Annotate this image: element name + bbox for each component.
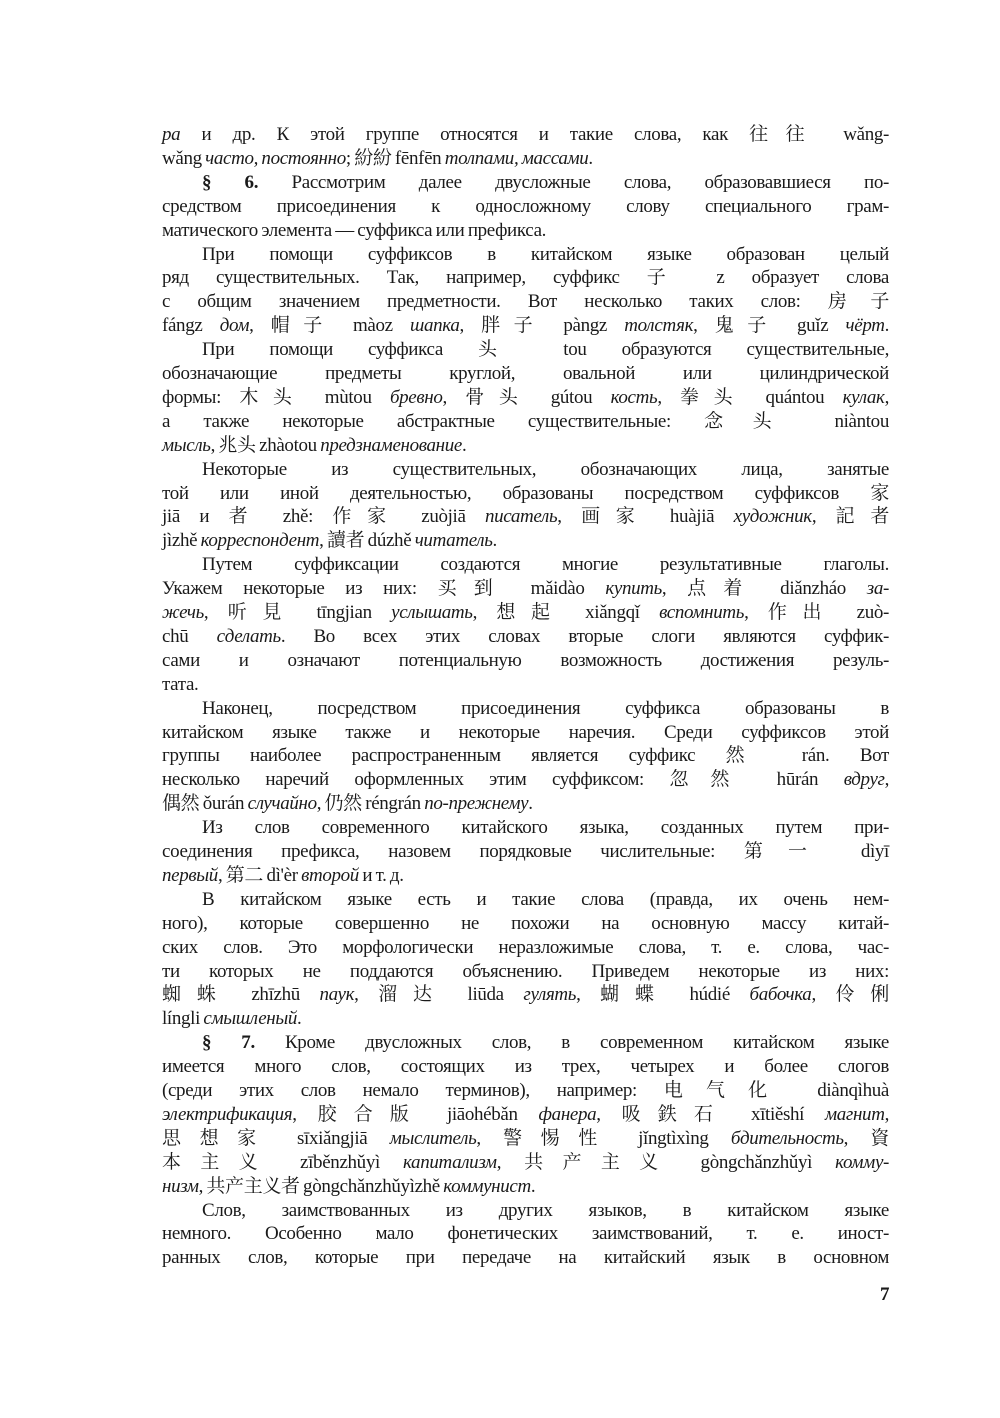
text-run: Рассмотрим далее двусложные слова, образовавшиеся по- — [258, 171, 889, 193]
text-run: . — [884, 315, 889, 337]
text-run: ти которых не поддаются объяснению. Приведем некоторые из них: — [162, 960, 889, 982]
italic-term: мысль — [162, 434, 211, 456]
italic-term: бдительность — [730, 1127, 844, 1149]
text-run: (среди этих слов немало терминов), например: 电气化 diànqìhuà — [162, 1080, 889, 1101]
text-run: . — [297, 1008, 302, 1030]
text-run: , 听見 tīngjian — [203, 602, 392, 623]
text-run: , 共产主义者 gòngchǎnzhǔyìzhě — [198, 1175, 444, 1197]
text-line — [202, 816, 889, 840]
italic-term: ра — [162, 124, 181, 145]
text-run: сами и означают потенциальную возможность достижения резуль- — [162, 649, 889, 671]
text-line — [162, 482, 889, 506]
italic-term: корреспондент — [200, 530, 320, 552]
text-run: , 資 — [843, 1127, 889, 1149]
text-run: ранных слов, которые при передаче на китайский язык в основном — [162, 1247, 889, 1269]
text-run: 本主义 zīběnzhǔyì — [162, 1151, 403, 1173]
text-line — [202, 338, 889, 362]
italic-term: бревно — [389, 386, 443, 408]
text-run: , 仍然 réngrán — [316, 793, 425, 815]
text-run: обозначающие предметы круглой, овальной или цилиндрической — [162, 363, 889, 384]
italic-term: коммунист — [443, 1175, 531, 1197]
italic-term: магнит — [824, 1103, 885, 1125]
text-run: а также некоторые абстрактные существительные: 念头 niàntou — [162, 410, 889, 432]
text-run: тата. — [162, 673, 199, 695]
text-run: . Во всех этих словах вторые слоги являются суффик- — [280, 625, 889, 647]
text-line — [162, 529, 889, 553]
text-line — [162, 1175, 889, 1199]
text-line — [202, 171, 889, 195]
text-run: wǎng — [162, 147, 206, 169]
text-line — [162, 266, 889, 290]
text-line — [162, 123, 889, 147]
text-run: fángz — [162, 315, 220, 337]
text-run: . — [530, 1175, 536, 1197]
text-line — [162, 1007, 889, 1031]
text-line — [162, 314, 889, 338]
text-run: средством присоединения к односложному слову специального грам- — [162, 195, 889, 217]
text-run: с общим значением предметности. Вот несколько таких слов: 房子 — [162, 291, 889, 313]
italic-term: фанера — [538, 1103, 597, 1125]
text-run: , 点着 diǎnzháo — [661, 578, 867, 600]
italic-term: дом — [219, 315, 250, 337]
text-line — [162, 625, 889, 649]
section-mark: § 7. — [202, 1032, 255, 1054]
text-line — [162, 744, 889, 768]
text-run: , 想起 xiǎngqǐ — [472, 602, 660, 623]
italic-term: шапка — [409, 315, 460, 337]
text-run: Укажем некоторые из них: 买到 mǎidào — [162, 578, 606, 600]
text-run: Некоторые из существительных, обозначающих лица, занятые — [202, 458, 889, 480]
italic-term: паук — [319, 984, 355, 1006]
text-line — [162, 505, 889, 529]
text-run: , 記者 — [811, 506, 889, 528]
italic-term: сделать — [216, 625, 281, 647]
italic-term: бабочка — [749, 984, 812, 1006]
italic-term: смышленый — [203, 1008, 298, 1030]
text-line — [162, 1151, 889, 1175]
italic-term: толпами, массами — [444, 147, 589, 169]
text-line — [162, 1222, 889, 1246]
text-run: Из слов современного китайского языка, созданных путем при- — [202, 817, 889, 839]
italic-term: чёрт — [845, 315, 885, 337]
italic-term: первый — [162, 864, 218, 886]
text-run: ного), которые совершенно не похожи на основную массу китай- — [162, 912, 889, 934]
text-run: , 溜达 liūda — [354, 984, 524, 1006]
text-line — [162, 1127, 889, 1151]
section-mark: § 6. — [202, 171, 259, 193]
text-line — [162, 386, 889, 410]
text-line — [162, 912, 889, 936]
text-run: língli — [162, 1008, 204, 1030]
italic-term: низм — [162, 1175, 199, 1197]
italic-term: кость — [610, 386, 658, 408]
italic-term: толстяк — [624, 315, 694, 337]
text-run: 偶然 ǒurán — [162, 793, 248, 815]
text-line — [202, 697, 889, 721]
text-line — [162, 649, 889, 673]
text-line — [202, 458, 889, 482]
italic-term: жечь — [162, 602, 204, 623]
italic-term: за- — [866, 578, 889, 600]
text-line — [162, 434, 889, 458]
text-run: той или иной деятельностью, образованы посредством суффиксов 家 — [162, 482, 889, 504]
italic-term: предзнаменование — [320, 434, 462, 456]
text-run: 蜘蛛 zhīzhū — [162, 984, 320, 1006]
text-line — [162, 195, 889, 219]
text-run: При помощи суффикса 头 tou образуются существительные, — [202, 339, 889, 361]
text-run: , 蝴蝶 húdié — [576, 984, 750, 1006]
text-run: и др. К этой группе относятся и такие слова, как 往往 wǎng- — [180, 124, 889, 145]
text-run: , 共产主义 gòngchǎnzhǔyì — [496, 1151, 836, 1173]
text-line — [162, 792, 889, 816]
text-run: Слов, заимствованных из других языков, в китайском языке — [202, 1199, 889, 1221]
text-run: , 胖子 pàngz — [459, 315, 625, 337]
text-line — [202, 888, 889, 912]
text-run: ; 紛紛 fēnfēn — [345, 147, 445, 169]
text-run: группы наиболее распространенным является суффикс 然 rán. Вот — [162, 745, 889, 767]
text-run: Кроме двусложных слов, в современном китайском языке — [254, 1032, 889, 1054]
text-run: , 兆头 zhàotou — [210, 434, 321, 456]
text-line — [202, 1031, 889, 1055]
text-run: jiā и 者 zhě: 作家 zuòjiā — [162, 506, 485, 528]
text-run: . — [528, 793, 533, 815]
text-run: , 拳头 quántou — [657, 386, 843, 408]
text-line — [162, 1246, 889, 1270]
text-line — [162, 410, 889, 434]
text-run: . — [462, 434, 467, 456]
text-run: , 第二 dì'èr — [217, 864, 302, 886]
italic-term: мыслитель — [389, 1127, 477, 1149]
text-run: , 胶合版 jiāohébǎn — [292, 1103, 539, 1125]
text-line — [162, 1055, 889, 1079]
italic-term: второй — [301, 864, 359, 886]
text-run: , 伶俐 — [811, 984, 889, 1006]
italic-term: комму- — [835, 1151, 890, 1173]
text-run: . — [588, 147, 593, 169]
italic-term: вдруг — [843, 769, 885, 791]
text-run: немного. Особенно мало фонетических заимствований, т. е. иност- — [162, 1223, 889, 1245]
text-line — [162, 840, 889, 864]
italic-term: капитализм — [402, 1151, 497, 1173]
italic-term: услышать — [391, 602, 473, 623]
italic-term: читатель — [414, 530, 493, 552]
text-run: , 讀者 dúzhě — [319, 530, 415, 552]
text-run: , 画家 huàjiā — [557, 506, 734, 528]
text-run: , 鬼子 guǐz — [693, 315, 846, 337]
text-run: В китайском языке есть и такие слова (правда, их очень нем- — [202, 888, 889, 910]
text-run: chū — [162, 625, 217, 647]
page-number: 7 — [880, 1284, 890, 1305]
text-line — [162, 219, 889, 243]
text-run: 思想家 sīxiǎngjiā — [162, 1127, 390, 1149]
text-run: , 吸鉄石 xītiěshí — [596, 1103, 825, 1125]
text-run: Наконец, посредством присоединения суффикса образованы в — [202, 697, 889, 719]
text-line — [202, 553, 889, 577]
text-line — [162, 1103, 889, 1127]
text-run: и т. д. — [358, 864, 404, 886]
text-line — [162, 721, 889, 745]
text-line — [162, 147, 889, 171]
text-run: формы: 木头 mùtou — [162, 386, 390, 408]
italic-term: часто, постоянно — [205, 147, 346, 169]
text-run: , — [884, 769, 889, 791]
text-line — [162, 290, 889, 314]
italic-term: по-прежнему — [424, 793, 529, 815]
text-run: несколько наречий оформленных этим суффиксом: 忽然 hūrán — [162, 769, 844, 791]
italic-term: писатель — [485, 506, 558, 528]
text-run: , 作出 zuò- — [744, 602, 889, 623]
text-run: имеется много слов, состоящих из трех, четырех и более слогов — [162, 1056, 889, 1078]
text-run: Путем суффиксации создаются многие результативные глаголы. — [202, 554, 889, 576]
text-run: ских слов. Это морфологически неразложимые слова, т. е. слова, час- — [162, 936, 889, 958]
italic-term: купить — [605, 578, 662, 600]
text-run: ряд существительных. Так, например, суффикс 子 z образует слова — [162, 267, 889, 289]
text-line — [162, 577, 889, 601]
text-run: соединения префикса, назовем порядковые числительные: 第一 dìyī — [162, 841, 889, 862]
text-run: jìzhě — [162, 530, 201, 552]
italic-term: вспомнить — [659, 602, 745, 623]
text-line — [162, 864, 889, 888]
italic-term: кулак — [842, 386, 885, 408]
italic-term: художник — [733, 506, 812, 528]
text-run: , 帽子 màoz — [249, 315, 410, 337]
text-line — [162, 768, 889, 792]
text-line — [162, 601, 889, 625]
text-line — [162, 362, 889, 386]
italic-term: электрификация — [162, 1103, 293, 1125]
text-run: , 警惕性 jǐngtìxìng — [476, 1127, 731, 1149]
italic-term: гулять — [523, 984, 577, 1006]
text-run: . — [492, 530, 497, 552]
text-line — [202, 1199, 889, 1223]
italic-term: случайно — [247, 793, 317, 815]
text-run: При помощи суффиксов в китайском языке образован целый — [202, 243, 889, 265]
text-line — [202, 243, 889, 267]
text-line — [162, 673, 889, 697]
text-run: , — [884, 386, 889, 408]
text-run: , — [884, 1103, 889, 1125]
text-run: , 骨头 gútou — [442, 386, 611, 408]
text-line — [162, 983, 889, 1007]
text-run: матического элемента — суффикса или префикса. — [162, 219, 547, 241]
text-line — [162, 960, 889, 984]
text-run: китайском языке также и некоторые наречия. Среди суффиксов этой — [162, 721, 889, 743]
text-line — [162, 936, 889, 960]
text-line — [162, 1079, 889, 1103]
